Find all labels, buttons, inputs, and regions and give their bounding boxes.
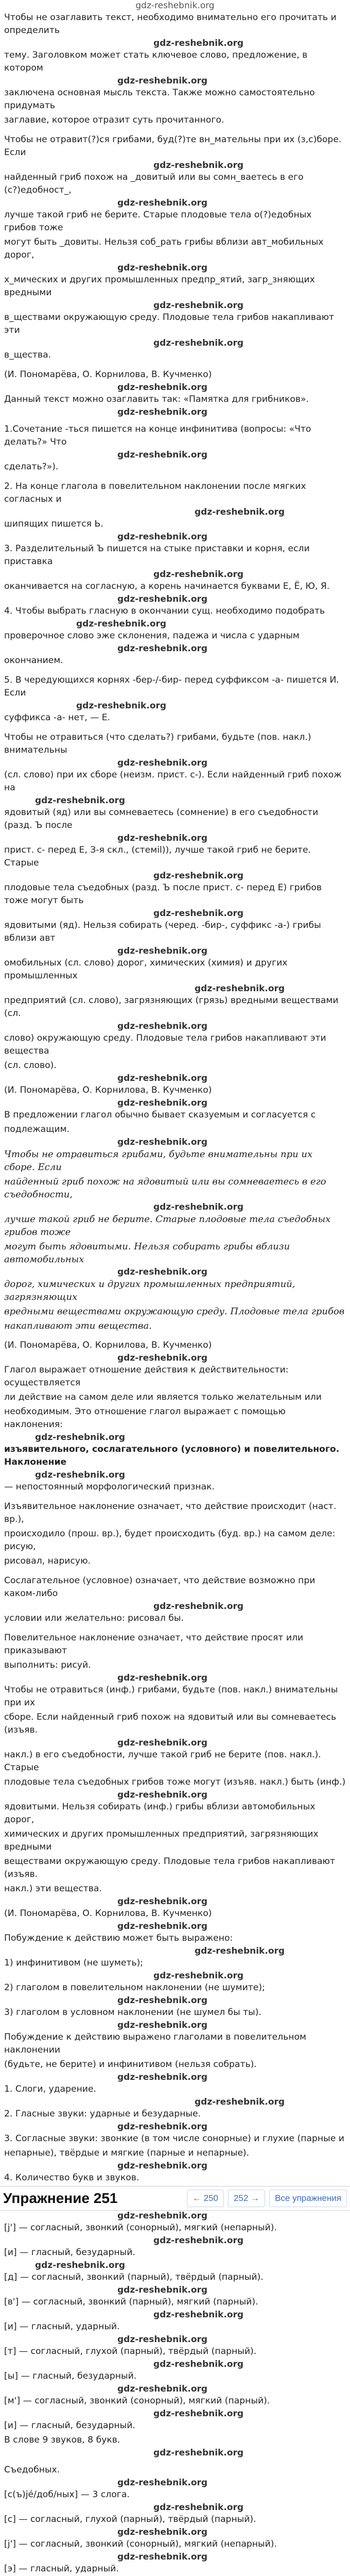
citation: (И. Пономарёва, О. Корнилова, В. Кучменко) <box>4 369 212 380</box>
prev-exercise-button[interactable]: ← 250 <box>187 2190 224 2207</box>
paragraph: (сл. слово). <box>4 1060 57 1071</box>
watermark: gdz-reshebnik.org <box>153 2448 244 2458</box>
watermark: gdz-reshebnik.org <box>117 643 208 654</box>
watermark: gdz-reshebnik.org <box>153 300 244 311</box>
watermark: gdz-reshebnik.org <box>117 198 208 208</box>
paragraph: прист. с- перед Е, З-я скл., (стемil)), лучше такой гриб не берите. Старые <box>4 845 311 868</box>
watermark: gdz-reshebnik.org <box>153 1202 244 1212</box>
citation: (И. Пономарёва, О. Корнилова, В. Кучменко) <box>4 1085 212 1095</box>
list-item: [д] — согласный, звонкий (парный), твёрдый (парный). <box>4 2272 264 2282</box>
paragraph: — непостоянный морфологический признак. <box>4 1482 215 1492</box>
paragraph: происходило (прош. вр.), будет происходить (буд. вр.) на самом деле: рисую, <box>4 1529 336 1552</box>
watermark: gdz-reshebnik.org <box>153 569 244 580</box>
citation: (И. Пономарёва, О. Корнилова, В. Кучменко) <box>4 1340 212 1350</box>
paragraph: условии или желательно: рисовал бы. <box>4 1613 184 1623</box>
watermark: gdz-reshebnik.org <box>117 2161 208 2171</box>
watermark: gdz-reshebnik.org <box>117 450 208 460</box>
paragraph: заключена основная мысль текста. Также можно самостоятельно придумать <box>4 88 315 111</box>
paragraph: вредными веществами окружающую среду. Плодовые тела грибов <box>4 1306 345 1317</box>
list-item: 2) глаголом в повелительном наклонении (не шумите); <box>4 1982 265 1993</box>
watermark: gdz-reshebnik.org <box>117 758 208 768</box>
watermark: gdz-reshebnik.org <box>117 2211 208 2221</box>
paragraph: ядовитый (яд) или вы сомневаетесь (сомнение) в его съедобности (разд. Ъ после <box>4 807 319 831</box>
list-item: [j'] — согласный, звонкий (сонорный), мягкий (непарный). <box>4 2539 277 2549</box>
section-3 <box>0 2211 350 2576</box>
watermark: gdz-reshebnik.org <box>153 2235 244 2246</box>
paragraph: химических и других промышленных предприятий, загрязняющих вредными <box>4 1829 319 1852</box>
section-1 <box>0 11 350 1136</box>
watermark: gdz-reshebnik.org <box>153 2359 244 2369</box>
watermark: gdz-reshebnik.org <box>117 946 208 956</box>
watermark: gdz-reshebnik.org <box>153 38 244 48</box>
watermark: gdz-reshebnik.org <box>117 263 208 273</box>
list-item: [т] — согласный, глухой (парный), твёрдый (парный). <box>4 2346 257 2357</box>
watermark: gdz-reshebnik.org <box>153 871 244 881</box>
watermark: gdz-reshebnik.org <box>117 594 208 604</box>
site-brand[interactable]: gdz-reshebnik.org <box>135 1 215 11</box>
watermark: gdz-reshebnik.org <box>117 2334 208 2345</box>
list-item: [и] — гласный, безударный. <box>4 2420 135 2431</box>
paragraph: могут быть _довиты. Нельзя соб_рать грибы вблизи авт_мобильных дорог, <box>4 237 324 260</box>
paragraph: Побуждение к действию выражено глаголами в повелительном наклонении <box>4 2032 307 2055</box>
watermark: gdz-reshebnik.org <box>117 2478 208 2488</box>
watermark: gdz-reshebnik.org <box>117 2285 208 2295</box>
paragraph: тему. Заголовком может стать ключевое слово, предложение, в котором <box>4 50 308 73</box>
watermark: gdz-reshebnik.org <box>117 1738 208 1748</box>
paragraph: окончанием. <box>4 655 63 666</box>
all-exercises-button[interactable]: Все упражнения <box>269 2190 347 2207</box>
watermark: gdz-reshebnik.org <box>117 382 208 393</box>
paragraph: суффикса -а- нет, — Е. <box>4 713 111 723</box>
watermark: gdz-reshebnik.org <box>117 76 208 86</box>
paragraph: В слове 9 звуков, 8 букв. <box>4 2435 120 2445</box>
watermark: gdz-reshebnik.org <box>117 2072 208 2082</box>
watermark: gdz-reshebnik.org <box>117 1921 208 1931</box>
list-item: [м'] — согласный, звонкий (сонорный), мягкий (парный). <box>4 2396 270 2406</box>
paragraph: омобильных (сл. слово) дорог, химических (химия) и других промышленных <box>4 958 288 981</box>
paragraph: Чтобы не отравит(?)ся грибами, буд(?)те вн_мательны при их (з,с)боре. Если <box>4 134 342 158</box>
paragraph: 1.Сочетание -тьcя пишется на конце инфинитива (вопросы: «Что делать?» Что <box>4 424 311 447</box>
watermark: gdz-reshebnik.org <box>117 407 208 417</box>
watermark: gdz-reshebnik.org <box>76 701 167 711</box>
paragraph: ли действие на самом деле или является только желательным или <box>4 1392 322 1402</box>
paragraph: изъявительного, сослагательного (условного) и повелительного. Наклонение <box>4 1444 340 1467</box>
watermark: gdz-reshebnik.org <box>117 2122 208 2132</box>
watermark: gdz-reshebnik.org <box>153 160 244 171</box>
watermark: gdz-reshebnik.org <box>117 1137 208 1147</box>
watermark: gdz-reshebnik.org <box>35 795 126 806</box>
watermark: gdz-reshebnik.org <box>117 833 208 843</box>
list-item: 3. Согласные звуки: звонкие (в том числе сонорные) и глухие (парные и <box>4 2133 344 2144</box>
paragraph: Чтобы не отравиться (инф.) грибами, будьте (пов. накл.) внимательны при их <box>4 1685 338 1708</box>
list-item: 3) глаголом в условном наклонении (не шумел бы ты). <box>4 2007 261 2018</box>
paragraph: выполнить: рисуй. <box>4 1660 91 1670</box>
paragraph: ядовитыми. Нельзя собирать (инф.) грибы вблизи автомобильных дорог, <box>4 1802 316 1825</box>
paragraph: лучше такой гриб не берите. Старые плодовые тела о(?)едобных грибов тоже <box>4 210 312 233</box>
watermark: gdz-reshebnik.org <box>117 1073 208 1083</box>
watermark: gdz-reshebnik.org <box>117 1995 208 2006</box>
list-item: [j'] — согласный, звонкий (сонорный), мягкий (непарный). <box>4 2223 277 2233</box>
paragraph: найденный гриб похож на ядовитый или вы сомневаетесь в его съедобности, <box>4 1176 326 1200</box>
paragraph: Изъявительное наклонение означает, что действие происходит (наст. вр.), <box>4 1501 337 1524</box>
watermark: gdz-reshebnik.org <box>117 1896 208 1907</box>
paragraph: ядовитыми (яд). Нельзя собирать (черед. -бир-, суффикс -а-) грибы вблизи авт <box>4 920 321 943</box>
paragraph: шипящих пишется Ь. <box>4 519 103 529</box>
list-item: непарные), твёрдые и мягкие (парные и непарные). <box>4 2148 250 2158</box>
paragraph: дорог, химических и других промышленных предприятий, загрязняющих <box>4 1279 295 1302</box>
watermark: gdz-reshebnik.org <box>117 2384 208 2394</box>
paragraph: Глагол выражает отношение действия к действительности: осуществляется <box>4 1365 289 1388</box>
paragraph: (будьте, не берите) и инфинитивом (нельзя собрать). <box>4 2059 257 2070</box>
paragraph: 5. В чередующихся корнях -бер-/-бир- перед суффиксом -а- пишется И. Если <box>4 675 339 698</box>
paragraph: плодовые тела съедобных грибов тоже могут (изъяв. накл.) быть (инф.) <box>4 1777 346 1787</box>
paragraph: могут быть ядовитыми. Нельзя собирать грибы вблизи автомобильных <box>4 1241 290 1265</box>
section-2 <box>0 1138 350 2184</box>
paragraph: [с(ъ)jé/доб/ных] — 3 слога. <box>4 2489 130 2500</box>
paragraph: плодовые тела съедобных (разд. Ъ после прист. с- перед Е) грибов тоже могут быть <box>4 883 322 906</box>
exercise-title: Упражнение 251 <box>3 2190 118 2206</box>
watermark: gdz-reshebnik.org <box>117 1353 208 1363</box>
watermark: gdz-reshebnik.org <box>153 2310 244 2320</box>
watermark: gdz-reshebnik.org <box>117 532 208 542</box>
paragraph: Съедобных. <box>4 2465 60 2475</box>
paragraph: рисовал, нарисую. <box>4 1556 91 1566</box>
watermark: gdz-reshebnik.org <box>117 2020 208 2030</box>
watermark: gdz-reshebnik.org <box>117 1021 208 1031</box>
paragraph: подлежащим. <box>4 1124 70 1134</box>
watermark: gdz-reshebnik.org <box>153 338 244 348</box>
next-exercise-button[interactable]: 252 → <box>228 2190 265 2207</box>
watermark: gdz-reshebnik.org <box>195 507 285 517</box>
watermark: gdz-reshebnik.org <box>117 1267 208 1277</box>
watermark: gdz-reshebnik.org <box>195 2097 285 2107</box>
list-item: [э] — гласный, ударный. <box>4 2564 119 2574</box>
paragraph: сделать?»). <box>4 462 59 472</box>
paragraph: веществами окружающую среду. Плодовые тела грибов накапливают (изъяв. <box>4 1856 336 1879</box>
paragraph: сборе. Если найденный гриб похож на ядовитый или вы сомневаетесь (изъяв. <box>4 1712 337 1735</box>
paragraph: заглавие, которое отразит суть прочитанного. <box>4 115 224 125</box>
paragraph: проверочное слово эже склонения, падежа и числа с ударным <box>4 631 300 641</box>
watermark: gdz-reshebnik.org <box>35 2260 126 2270</box>
watermark: gdz-reshebnik.org <box>117 2552 208 2562</box>
paragraph: необходимым. Это отношение глагол выражает с помощью наклонения: <box>4 1406 286 1430</box>
watermark: gdz-reshebnik.org <box>153 1971 244 1981</box>
list-item: 4. Количество букв и звуков. <box>4 2173 139 2183</box>
watermark: gdz-reshebnik.org <box>117 2527 208 2537</box>
paragraph: Чтобы не отравиться грибами, будьте внимательны при их сборе. Если <box>4 1149 313 1173</box>
watermark: gdz-reshebnik.org <box>117 1673 208 1683</box>
list-item: 1. Слоги, ударение. <box>4 2084 97 2094</box>
paragraph: Сослагательное (условное) означает, что действие возможно при каком-либо <box>4 1575 316 1599</box>
paragraph: найденный гриб похож на _довитый или вы сомн_ваетесь в его (с?)едобност_, <box>4 172 304 195</box>
paragraph: оканчивается на согласную, а корень начинается буквами Е, Ё, Ю, Я. <box>4 581 330 591</box>
watermark: gdz-reshebnik.org <box>35 1470 126 1480</box>
paragraph: в_ществами окружающую среду. Плодовые тела грибов накапливают эти <box>4 312 335 335</box>
paragraph: в_щества. <box>4 350 51 360</box>
list-item: 2. Гласные звуки: ударные и безударные. <box>4 2109 201 2119</box>
watermark: gdz-reshebnik.org <box>153 2409 244 2419</box>
paragraph: накл.) в его съедобности, лучше такой гриб не берите (пов. накл.). Старые <box>4 1750 321 1773</box>
paragraph: Повелительное наклонение означает, что действие просят или приказывают <box>4 1633 304 1656</box>
list-item: 1) инфинитивом (не шуметь); <box>4 1958 144 1968</box>
list-item: [и] — гласный, безударный. <box>4 2247 135 2258</box>
exercise-nav-bar <box>0 2186 350 2211</box>
watermark: gdz-reshebnik.org <box>195 984 285 994</box>
watermark: gdz-reshebnik.org <box>117 1098 208 1108</box>
paragraph: Чтобы не озаглавить текст, необходимо внимательно его прочитать и определить <box>4 12 337 36</box>
paragraph: слово) окружающую среду. Плодовые тела грибов накапливают эти вещества <box>4 1033 326 1056</box>
paragraph: (сл. слово) при их сборе (неизм. прист. с-). Если найденный гриб похож на <box>4 770 342 793</box>
paragraph: лучше такой гриб не берите. Старые плодовые тела съедобных грибов тоже <box>4 1214 331 1238</box>
paragraph: Побуждение к действию может быть выражено: <box>4 1933 233 1943</box>
paragraph: х_мических и других промышленных предпр_ятий, загр_зняющих вредными <box>4 275 315 298</box>
paragraph: Данный текст можно озаглавить так: «Памятка для грибников». <box>4 394 309 404</box>
paragraph: 3. Разделительный Ъ пишется на стыке приставки и корня, если приставка <box>4 544 310 567</box>
paragraph: Чтобы не отравиться (что сделать?) грибами, будьте (пов. накл.) внимательны <box>4 732 311 755</box>
watermark: gdz-reshebnik.org <box>153 2502 244 2513</box>
paragraph: 4. Чтобы выбрать гласную в окончании сущ. необходимо подобрать <box>4 606 325 616</box>
watermark: gdz-reshebnik.org <box>153 1601 244 1612</box>
watermark: gdz-reshebnik.org <box>35 1432 126 1443</box>
paragraph: 2. На конце глагола в повелительном наклонении после мягких согласных и <box>4 481 306 504</box>
list-item: [и] — гласный, ударный. <box>4 2321 120 2332</box>
paragraph: В предложении глагол обычно бывает сказуемым и согласуется с <box>4 1110 316 1120</box>
list-item: [с] — согласный, глухой (парный), твёрдый (парный). <box>4 2514 256 2524</box>
watermark: gdz-reshebnik.org <box>117 1790 208 1800</box>
watermark: gdz-reshebnik.org <box>195 1946 285 1956</box>
citation: (И. Пономарёва, О. Корнилова, В. Кучменко) <box>4 1908 212 1919</box>
paragraph: накл.) эти вещества. <box>4 1884 102 1894</box>
list-item: [в'] — согласный, звонкий (парный), мягкий (парный). <box>4 2297 258 2307</box>
watermark: gdz-reshebnik.org <box>76 619 167 629</box>
watermark: gdz-reshebnik.org <box>153 908 244 919</box>
paragraph: накапливают эти вещества. <box>4 1320 152 1331</box>
list-item: [ы] — гласный, безударный. <box>4 2371 137 2381</box>
paragraph: предприятий (сл. слово), загрязняющих (грязь) вредными веществами (сл. <box>4 995 339 1019</box>
